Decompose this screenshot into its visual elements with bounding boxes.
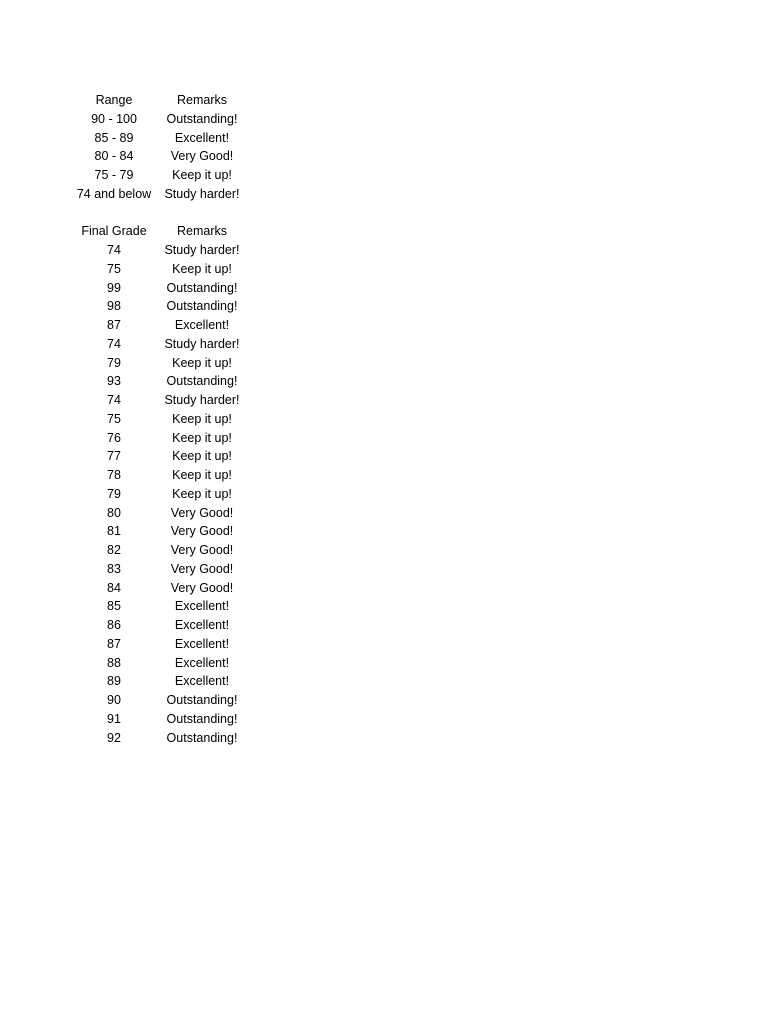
range-cell: 75 - 79 <box>94 168 134 182</box>
table-row <box>70 260 250 279</box>
final-grade-cell: 76 <box>107 430 121 445</box>
table-row <box>70 316 250 335</box>
final-grade-cell: 98 <box>107 299 121 314</box>
final-grade-cell: 82 <box>107 543 121 557</box>
table-row <box>70 391 250 410</box>
final-grade-cell: 75 <box>107 261 121 276</box>
final-grade-cell: 79 <box>107 355 121 370</box>
remarks-cell: Excellent! <box>174 618 230 632</box>
final-grade-cell: 84 <box>107 580 121 595</box>
remarks-cell: Excellent! <box>174 130 230 145</box>
remarks-cell: Excellent! <box>174 674 230 689</box>
remarks-cell: Very Good! <box>170 580 234 595</box>
table-row <box>70 297 250 316</box>
remarks-cell: Outstanding! <box>166 280 238 295</box>
final-grade-cell: 91 <box>107 711 121 726</box>
remarks-cell: Excellent! <box>174 636 230 651</box>
table-row <box>70 710 250 729</box>
table-row <box>70 466 250 485</box>
table-row <box>70 654 250 673</box>
table-row <box>70 672 250 691</box>
remarks-cell: Very Good! <box>170 524 234 539</box>
final-grade-cell: 74 <box>107 336 121 351</box>
table-row <box>70 485 250 504</box>
final-grade-cell: 93 <box>107 374 121 389</box>
final-grade-cell: 80 <box>107 505 121 520</box>
remarks-cell: Study harder! <box>164 186 240 201</box>
table-row <box>70 354 250 373</box>
remarks-cell: Very Good! <box>170 149 234 164</box>
table-row <box>70 166 250 185</box>
remarks-cell: Outstanding! <box>166 693 238 707</box>
table-row <box>70 147 250 166</box>
table-row <box>70 560 250 579</box>
remarks-cell: Keep it up! <box>172 261 232 276</box>
remarks-cell: Outstanding! <box>166 374 238 389</box>
remarks-cell: Excellent! <box>174 655 230 670</box>
table-row <box>70 410 250 429</box>
remarks-header: Remarks <box>176 93 227 107</box>
remarks-cell: Very Good! <box>170 543 234 557</box>
spreadsheet-page <box>70 91 250 747</box>
range-cell: 85 - 89 <box>94 130 134 145</box>
final-grade-cell: 74 <box>107 393 121 407</box>
remarks-cell: Keep it up! <box>172 411 232 426</box>
final-grade-cell: 77 <box>107 449 121 464</box>
table-row <box>70 279 250 298</box>
final-grade-cell: 81 <box>107 524 121 539</box>
table-row <box>70 372 250 391</box>
final-grade-cell: 74 <box>107 243 121 257</box>
remarks-cell: Very Good! <box>170 561 234 576</box>
remarks-cell: Keep it up! <box>172 355 232 370</box>
final-grade-cell: 85 <box>107 599 121 614</box>
table-row <box>70 504 250 523</box>
final-grade-cell: 88 <box>107 655 121 670</box>
table-row <box>70 729 250 748</box>
range-cell: 74 and below <box>76 186 152 201</box>
remarks-cell: Outstanding! <box>166 730 238 745</box>
remarks-cell: Keep it up! <box>172 486 232 501</box>
final-grade-cell: 83 <box>107 561 121 576</box>
final-grade-cell: 75 <box>107 411 121 426</box>
remarks-cell: Excellent! <box>174 599 230 614</box>
range-cell: 90 - 100 <box>91 111 137 126</box>
remarks-cell: Excellent! <box>174 318 230 332</box>
remarks-cell: Keep it up! <box>172 430 232 445</box>
table-row <box>70 635 250 654</box>
grade-table-body <box>70 241 250 747</box>
table-row <box>70 691 250 710</box>
final-grade-cell: 92 <box>107 730 121 745</box>
range-table-header <box>70 91 250 110</box>
final-grade-cell: 87 <box>107 318 121 332</box>
table-row <box>70 110 250 129</box>
final-grade-header: Final Grade <box>81 224 147 239</box>
table-row <box>70 447 250 466</box>
grade-table-header <box>70 222 250 241</box>
remarks-cell: Study harder! <box>164 243 240 257</box>
remarks-cell: Study harder! <box>164 336 240 351</box>
table-row <box>70 335 250 354</box>
final-grade-cell: 90 <box>107 693 121 707</box>
remarks-header: Remarks <box>176 224 227 239</box>
remarks-cell: Keep it up! <box>172 168 232 182</box>
final-grade-cell: 99 <box>107 280 121 295</box>
grade-table <box>70 222 250 747</box>
table-spacer <box>70 204 250 223</box>
remarks-cell: Outstanding! <box>166 711 238 726</box>
remarks-cell: Outstanding! <box>166 299 238 314</box>
table-row <box>70 597 250 616</box>
remarks-cell: Keep it up! <box>172 449 232 464</box>
final-grade-cell: 86 <box>107 618 121 632</box>
range-table-body <box>70 110 250 204</box>
range-table <box>70 91 250 204</box>
final-grade-cell: 89 <box>107 674 121 689</box>
range-cell: 80 - 84 <box>94 149 134 164</box>
table-row <box>70 185 250 204</box>
remarks-cell: Very Good! <box>170 505 234 520</box>
table-row <box>70 616 250 635</box>
table-row <box>70 541 250 560</box>
table-row <box>70 129 250 148</box>
final-grade-cell: 87 <box>107 636 121 651</box>
table-row <box>70 429 250 448</box>
final-grade-cell: 79 <box>107 486 121 501</box>
range-header: Range <box>95 93 133 107</box>
table-row <box>70 522 250 541</box>
table-row <box>70 241 250 260</box>
remarks-cell: Keep it up! <box>172 468 232 482</box>
remarks-cell: Outstanding! <box>166 111 238 126</box>
remarks-cell: Study harder! <box>164 393 240 407</box>
final-grade-cell: 78 <box>107 468 121 482</box>
table-row <box>70 579 250 598</box>
